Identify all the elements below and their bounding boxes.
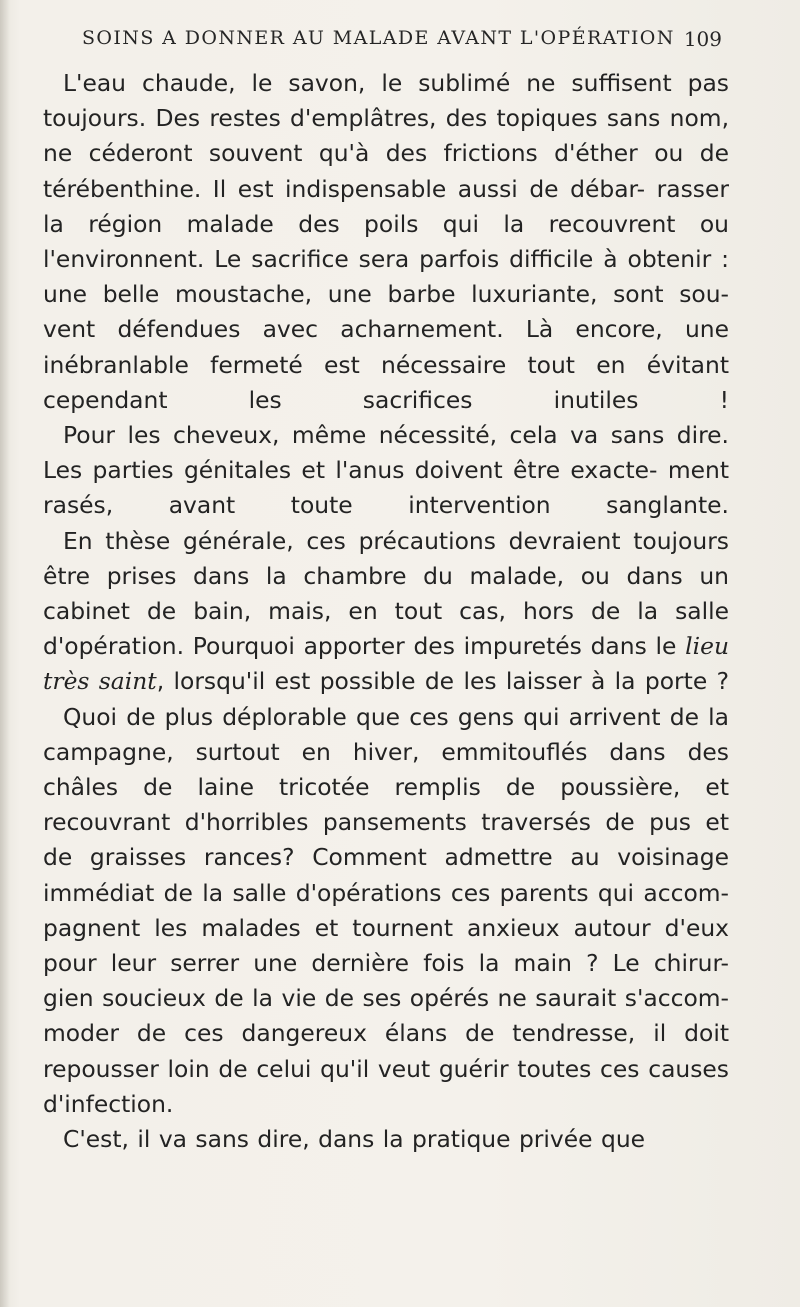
text-line: En thèse générale, ces précautions devraient toujours bbox=[63, 526, 729, 555]
text-line: cependant les sacrifices inutiles ! bbox=[43, 385, 729, 414]
text-line: moder de ces dangereux élans de tendresse, il doit bbox=[43, 1019, 729, 1048]
text-line: des châles de laine tricotée remplis de poussière, et bbox=[43, 737, 729, 802]
text-line: de la campagne, surtout en hiver, emmitouflés dans bbox=[43, 702, 730, 766]
body-text bbox=[43, 66, 729, 1157]
text-line: inébranlable fermeté est nécessaire tout en évitant bbox=[43, 350, 729, 379]
text-line: , lorsqu'il est possible de les laisser à la bbox=[156, 667, 636, 696]
page-header bbox=[82, 27, 722, 57]
text-line: Quoi de plus déplorable que ces gens qui arrivent bbox=[63, 702, 661, 731]
text-line: de térébenthine. Il est indispensable aussi de débar- bbox=[43, 139, 729, 203]
text-line: une belle moustache, une barbe luxuriante, sont sou- bbox=[43, 280, 729, 309]
paragraph-5 bbox=[43, 1122, 729, 1157]
text-line: de graisses rances? Comment admettre au voisinage bbox=[43, 843, 729, 872]
text-line: d'opération. Pourquoi apporter des impuretés dans le bbox=[43, 632, 677, 661]
text-line: vent défendues avec acharnement. Là encore, une bbox=[43, 315, 729, 344]
text-line: pagnent les malades et tournent anxieux autour d'eux bbox=[43, 913, 729, 942]
text-line: rasser la région malade des poils qui la recouvrent ou bbox=[43, 174, 729, 238]
page-number: 109 bbox=[683, 27, 722, 51]
text-line: l'environnent. Le sacrifice sera parfois difficile à obtenir : bbox=[43, 245, 729, 274]
text-line: immédiat de la salle d'opérations ces parents qui accom- bbox=[43, 878, 729, 907]
text-line: Pour les cheveux, même nécessité, cela va sans dire. bbox=[63, 421, 729, 450]
text-line: pour leur serrer une dernière fois la main ? Le chirur- bbox=[43, 949, 729, 978]
running-head: SOINS A DONNER AU MALADE AVANT L'OPÉRATION bbox=[82, 27, 675, 49]
paragraph-4 bbox=[43, 700, 729, 1122]
text-line: ment rasés, avant toute intervention sanglante. bbox=[43, 456, 729, 520]
italic-emphasis: lieu très saint bbox=[43, 632, 730, 696]
paragraph-3 bbox=[43, 524, 729, 700]
text-line: gien soucieux de la vie de ses opérés ne saurait s'accom- bbox=[43, 984, 729, 1013]
text-line: causes d'infection. bbox=[43, 1054, 729, 1118]
text-line: C'est, il va sans dire, dans la pratique privée que bbox=[63, 1125, 646, 1154]
text-line: cabinet de bain, mais, en tout cas, hors de la salle bbox=[43, 597, 729, 626]
paragraph-1 bbox=[43, 66, 729, 418]
text-line: être prises dans la chambre du malade, ou dans un bbox=[43, 561, 729, 590]
text-line: Les parties génitales et l'anus doivent être exacte- bbox=[43, 456, 658, 485]
text-line: nom, ne céderont souvent qu'à des frictions d'éther ou bbox=[43, 104, 730, 168]
text-line: porte ? bbox=[644, 667, 730, 696]
text-line: toujours. Des restes d'emplâtres, des topiques sans bbox=[43, 104, 661, 133]
text-line: repousser loin de celui qu'il veut guérir toutes ces bbox=[43, 1054, 640, 1083]
paragraph-2 bbox=[43, 418, 729, 524]
text-line: L'eau chaude, le savon, le sublimé ne suffisent pas bbox=[63, 69, 729, 97]
text-line: recouvrant d'horribles pansements traversés de pus et bbox=[43, 808, 729, 837]
